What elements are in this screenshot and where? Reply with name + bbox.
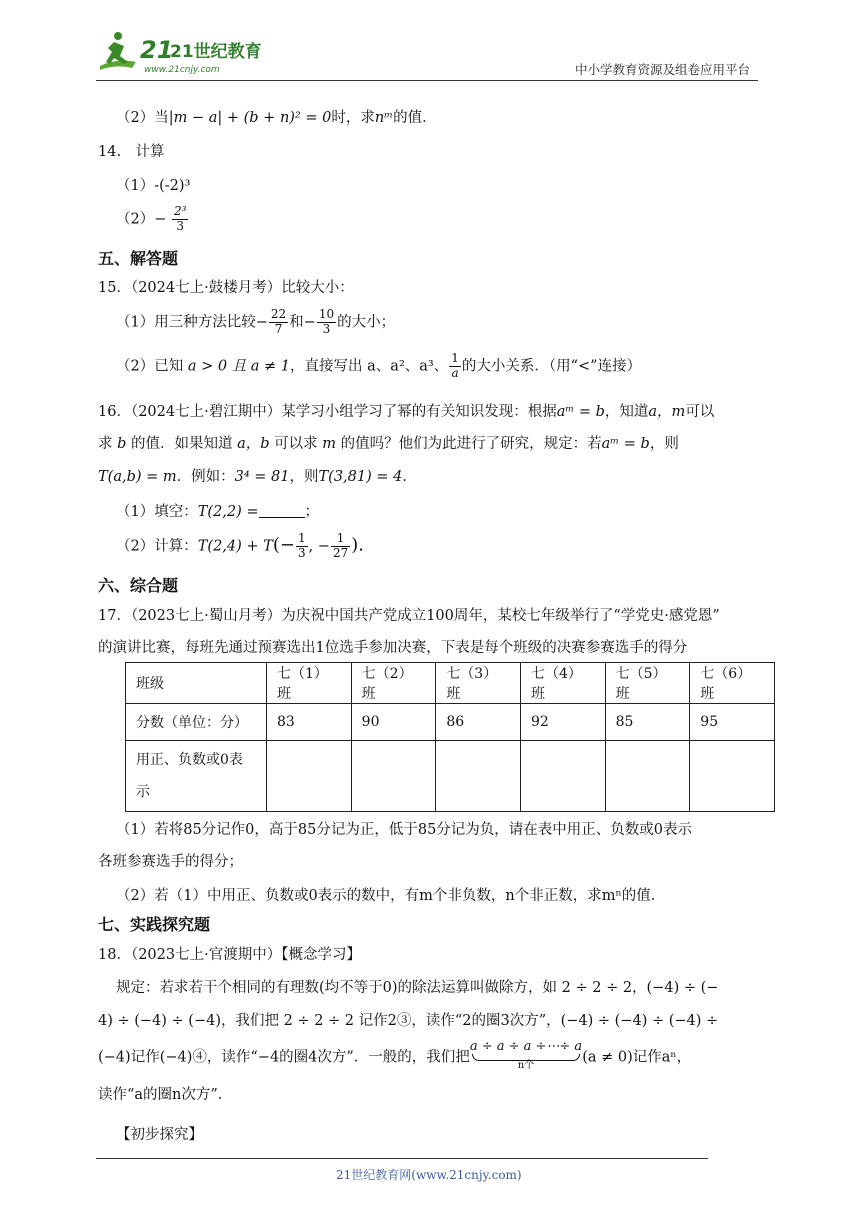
table-cell: 92 bbox=[520, 704, 605, 741]
q18-subheading: 【初步探究】 bbox=[116, 1127, 203, 1143]
q16-line3: T(a,b) = m．例如：3⁴ = 81，则T(3,81) = 4． bbox=[98, 469, 417, 485]
table-row-answers bbox=[126, 741, 775, 812]
q17-part1-line1: （1）若将85分记作0，高于85分记为正，低于85分记为负，请在表中用正、负数或0表示 bbox=[116, 822, 693, 838]
q14-fraction: $\frac{\text{2³}}{3}$ bbox=[174, 204, 187, 233]
q15-part1: （1）用三种方法比较− $\frac{22}{7}$ 和− $\frac{10}{3}$ 的大小； bbox=[116, 307, 396, 336]
q16-line2: 求 b 的值．如果知道 a，b 可以求 m 的值吗？他们为此进行了研究，规定：若aᵐ = b，则 bbox=[98, 436, 679, 452]
answer-cell[interactable] bbox=[690, 741, 775, 812]
section-7-heading: 七、实践探究题 bbox=[98, 915, 211, 934]
answer-blank[interactable] bbox=[259, 503, 305, 518]
svg-text:21世纪教育: 21世纪教育 bbox=[170, 42, 261, 62]
q18-line2: 4) ÷ (−4) ÷ (−4)，我们把 2 ÷ 2 ÷ 2 记作2③，读作“2的圈3次方”，(−4) ÷ (−4) ÷ (−4) ÷ bbox=[98, 1013, 719, 1029]
q16-part1: （1）填空：T(2,2) = ； bbox=[116, 504, 320, 520]
section-6-heading: 六、综合题 bbox=[98, 576, 179, 595]
header-platform-text: 中小学教育资源及组卷应用平台 bbox=[575, 62, 751, 77]
answer-cell[interactable] bbox=[351, 741, 436, 812]
q18-line4: 读作“a的圈n次方”． bbox=[98, 1087, 233, 1103]
table-cell: 七（3）班 bbox=[436, 663, 521, 704]
q16-part2: （2）计算：T(2,4) + T(− $\frac{1}{3}$ , − $\frac{1}{27}$ ). bbox=[116, 531, 364, 560]
answer-cell[interactable] bbox=[267, 741, 352, 812]
q13-part2: （2）当|m − a| + (b + n)² = 0时，求nᵐ的值． bbox=[116, 110, 437, 126]
runner-logo-icon bbox=[96, 28, 261, 76]
q17-part1-line2: 各班参赛选手的得分； bbox=[98, 854, 243, 870]
table-cell: 七（5）班 bbox=[605, 663, 690, 704]
table-cell: 95 bbox=[690, 704, 775, 741]
underbrace-expression: a ÷ a ÷ a ÷⋯÷ a n个 bbox=[469, 1039, 583, 1071]
svg-text:21: 21 bbox=[140, 36, 174, 64]
footer-divider bbox=[96, 1158, 708, 1159]
q14-part1: （1）-(-2)³ bbox=[116, 178, 191, 194]
site-logo bbox=[96, 28, 261, 76]
q18-title: 18．（2023七上·官渡期中）【概念学习】 bbox=[98, 947, 361, 963]
q15-part2: （2）已知 a > 0 且 a ≠ 1，直接写出 a、a²、a³、 $\frac{1}{a}$ 的大小关系．（用“<”连接） bbox=[116, 351, 642, 380]
q14-title: 14. 计算 bbox=[98, 144, 165, 160]
q18-line1: 规定：若求若干个相同的有理数(均不等于0)的除法运算叫做除方，如 2 ÷ 2 ÷ 2，(−4) ÷ (− bbox=[116, 980, 719, 996]
table-cell: 班级 bbox=[126, 663, 267, 704]
table-cell: 七（1）班 bbox=[267, 663, 352, 704]
table-cell: 分数（单位：分） bbox=[126, 704, 267, 741]
q14-part2: （2）− $\frac{\text{2³}}{3}$ bbox=[116, 204, 187, 233]
footer-link[interactable]: 21世纪教育网(www.21cnjy.com) bbox=[336, 1168, 522, 1182]
table-cell: 86 bbox=[436, 704, 521, 741]
table-cell: 83 bbox=[267, 704, 352, 741]
header-divider bbox=[96, 80, 758, 81]
table-cell: 用正、负数或0表示 bbox=[126, 741, 267, 812]
q17-line2: 的演讲比赛，每班先通过预赛选出1位选手参加决赛，下表是每个班级的决赛参赛选手的得分 bbox=[98, 640, 688, 656]
answer-cell[interactable] bbox=[436, 741, 521, 812]
score-table bbox=[125, 662, 775, 812]
table-header-row bbox=[126, 663, 775, 704]
q17-part2: （2）若（1）中用正、负数或0表示的数中，有m个非负数，n个非正数，求mⁿ的值． bbox=[116, 888, 666, 904]
table-cell: 七（6）班 bbox=[690, 663, 775, 704]
table-row-scores bbox=[126, 704, 775, 741]
q16-line1: 16．（2024七上·碧江期中）某学习小组学习了幂的有关知识发现：根据aᵐ = b，知道a，m可以 bbox=[98, 404, 715, 420]
table-cell: 七（2）班 bbox=[351, 663, 436, 704]
q15-title: 15．（2024七上·鼓楼月考）比较大小： bbox=[98, 280, 354, 296]
svg-text:www.21cnjy.com: www.21cnjy.com bbox=[144, 65, 220, 75]
table-cell: 85 bbox=[605, 704, 690, 741]
answer-cell[interactable] bbox=[605, 741, 690, 812]
section-5-heading: 五、解答题 bbox=[98, 249, 179, 268]
answer-cell[interactable] bbox=[520, 741, 605, 812]
q18-line3: (−4)记作(−4)④，读作“−4的圈4次方”．一般的，我们把 a ÷ a ÷ a ÷⋯÷ a n个 (a ≠ 0)记作aⁿ， bbox=[98, 1039, 692, 1071]
table-cell: 七（4）班 bbox=[520, 663, 605, 704]
q17-line1: 17．（2023七上·蜀山月考）为庆祝中国共产党成立100周年，某校七年级举行了“学党史·感党恩” bbox=[98, 608, 720, 624]
table-cell: 90 bbox=[351, 704, 436, 741]
